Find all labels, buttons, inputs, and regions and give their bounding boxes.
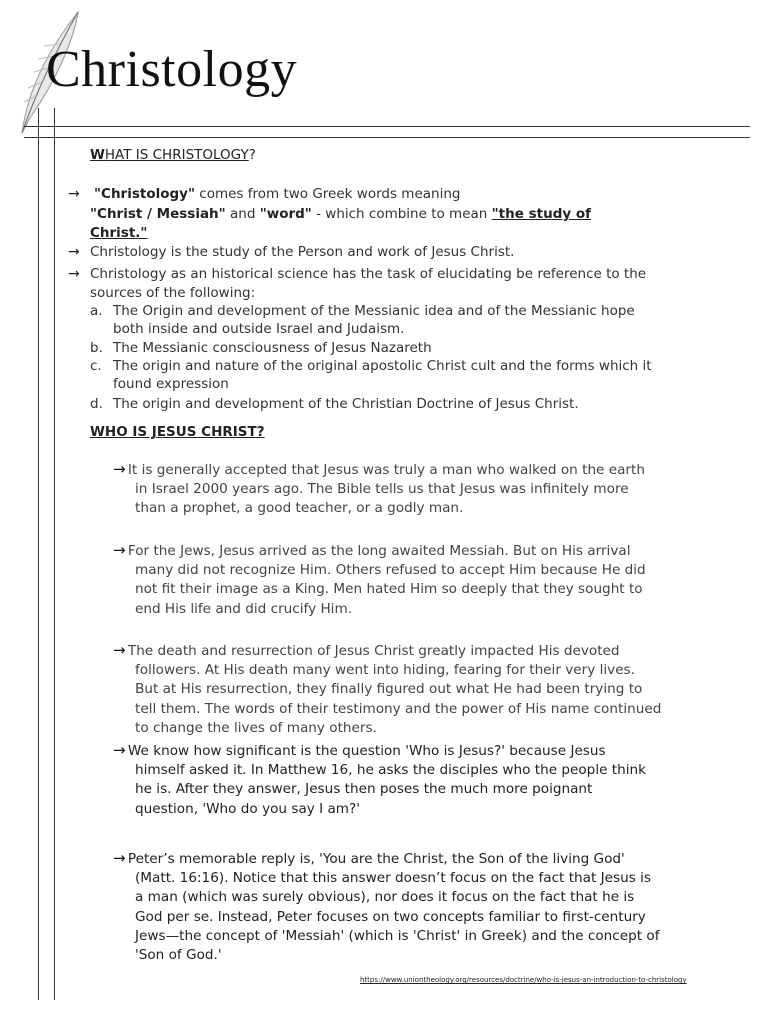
paragraph <box>113 641 733 738</box>
paragraph-line: end His life and did crucify Him. <box>135 600 353 617</box>
bullet-line: "Christ / Messiah" and "word" - which combine to mean "the study of <box>90 206 592 222</box>
list-item: found expression <box>113 376 229 392</box>
list-item: The Messianic consciousness of Jesus Nazareth <box>113 340 432 356</box>
paragraph-line: 'Son of God.' <box>135 947 222 964</box>
arrow-icon: → <box>113 741 124 759</box>
section-heading-who-is-jesus-christ: WHO IS JESUS CHRIST? <box>90 424 265 440</box>
list-item-marker: d. <box>90 396 103 412</box>
paragraph-line: → The death and resurrection of Jesus Christ greatly impacted His devoted <box>113 641 620 659</box>
paragraph-line: he is. After they answer, Jesus then poses the much more poignant <box>135 781 593 798</box>
bullet-line: Christology is the study of the Person and work of Jesus Christ. <box>90 244 515 260</box>
paragraph-line: not fit their image as a King. Men hated Him so deeply that they sought to <box>135 581 643 598</box>
list-item: The origin and nature of the original apostolic Christ cult and the forms which it <box>113 358 652 374</box>
list-item-marker: c. <box>90 358 102 374</box>
arrow-icon: → <box>113 849 124 867</box>
paragraph-line: followers. At His death many went into hiding, fearing for their very lives. <box>135 662 635 679</box>
paragraph-line: → For the Jews, Jesus arrived as the long awaited Messiah. But on His arrival <box>113 541 631 559</box>
paragraph-line: → It is generally accepted that Jesus was truly a man who walked on the earth <box>113 460 645 478</box>
paragraph-line: himself asked it. In Matthew 16, he asks the disciples who the people think <box>135 762 646 779</box>
arrow-icon: → <box>113 641 124 659</box>
source-link[interactable]: https://www.uniontheology.org/resources/doctrine/who-is-jesus-an-introduction-to-christology <box>360 976 687 984</box>
paragraph <box>113 849 733 965</box>
arrow-icon: → <box>68 244 80 260</box>
margin-rule-left <box>38 108 39 1000</box>
paragraph-line: (Matt. 16:16). Notice that this answer doesn’t focus on the fact that Jesus is <box>135 870 651 887</box>
margin-rule-right <box>54 108 55 1000</box>
list-item: both inside and outside Israel and Judaism. <box>113 321 405 337</box>
arrow-icon: → <box>113 460 124 478</box>
section-heading-what-is-christology: WHAT IS CHRISTOLOGY? <box>90 147 256 163</box>
list-item-marker: a. <box>90 303 103 319</box>
arrow-icon: → <box>68 266 80 282</box>
paragraph-line: than a prophet, a good teacher, or a godly man. <box>135 500 464 517</box>
arrow-icon: → <box>68 186 80 202</box>
paragraph <box>113 460 733 519</box>
bullet-line: Christ." <box>90 225 148 241</box>
paragraph-line: tell them. The words of their testimony and the power of His name continued <box>135 700 662 717</box>
paragraph-line: a man (which was surely obvious), nor does it focus on the fact that he is <box>135 889 635 906</box>
paragraph <box>113 541 733 619</box>
paragraph-line: to change the lives of many others. <box>135 719 377 736</box>
arrow-icon: → <box>113 541 124 559</box>
paragraph-line: → We know how significant is the question 'Who is Jesus?' because Jesus <box>113 741 606 759</box>
bullet-line: sources of the following: <box>90 285 256 301</box>
paragraph-line: → Peter’s memorable reply is, 'You are the Christ, the Son of the living God' <box>113 849 625 867</box>
paragraph <box>113 741 733 819</box>
paragraph-line: question, 'Who do you say I am?' <box>135 800 361 817</box>
page-title: Christology <box>46 41 298 98</box>
paragraph-line: many did not recognize Him. Others refused to accept Him because He did <box>135 562 646 579</box>
bullet-line: "Christology" comes from two Greek words meaning <box>94 186 461 202</box>
list-item: The origin and development of the Christian Doctrine of Jesus Christ. <box>113 396 579 412</box>
list-item-marker: b. <box>90 340 103 356</box>
header-rule-bottom <box>24 137 750 138</box>
paragraph-line: God per se. Instead, Peter focuses on two concepts familiar to first-century <box>135 908 646 925</box>
list-item: The Origin and development of the Messianic idea and of the Messianic hope <box>113 303 635 319</box>
header-rule-top <box>24 126 750 127</box>
paragraph-line: in Israel 2000 years ago. The Bible tells us that Jesus was infinitely more <box>135 481 629 498</box>
paragraph-line: But at His resurrection, they finally figured out what He had been trying to <box>135 681 643 698</box>
paragraph-line: Jews—the concept of 'Messiah' (which is 'Christ' in Greek) and the concept of <box>135 927 660 944</box>
bullet-line: Christology as an historical science has the task of elucidating be reference to the <box>90 266 647 282</box>
